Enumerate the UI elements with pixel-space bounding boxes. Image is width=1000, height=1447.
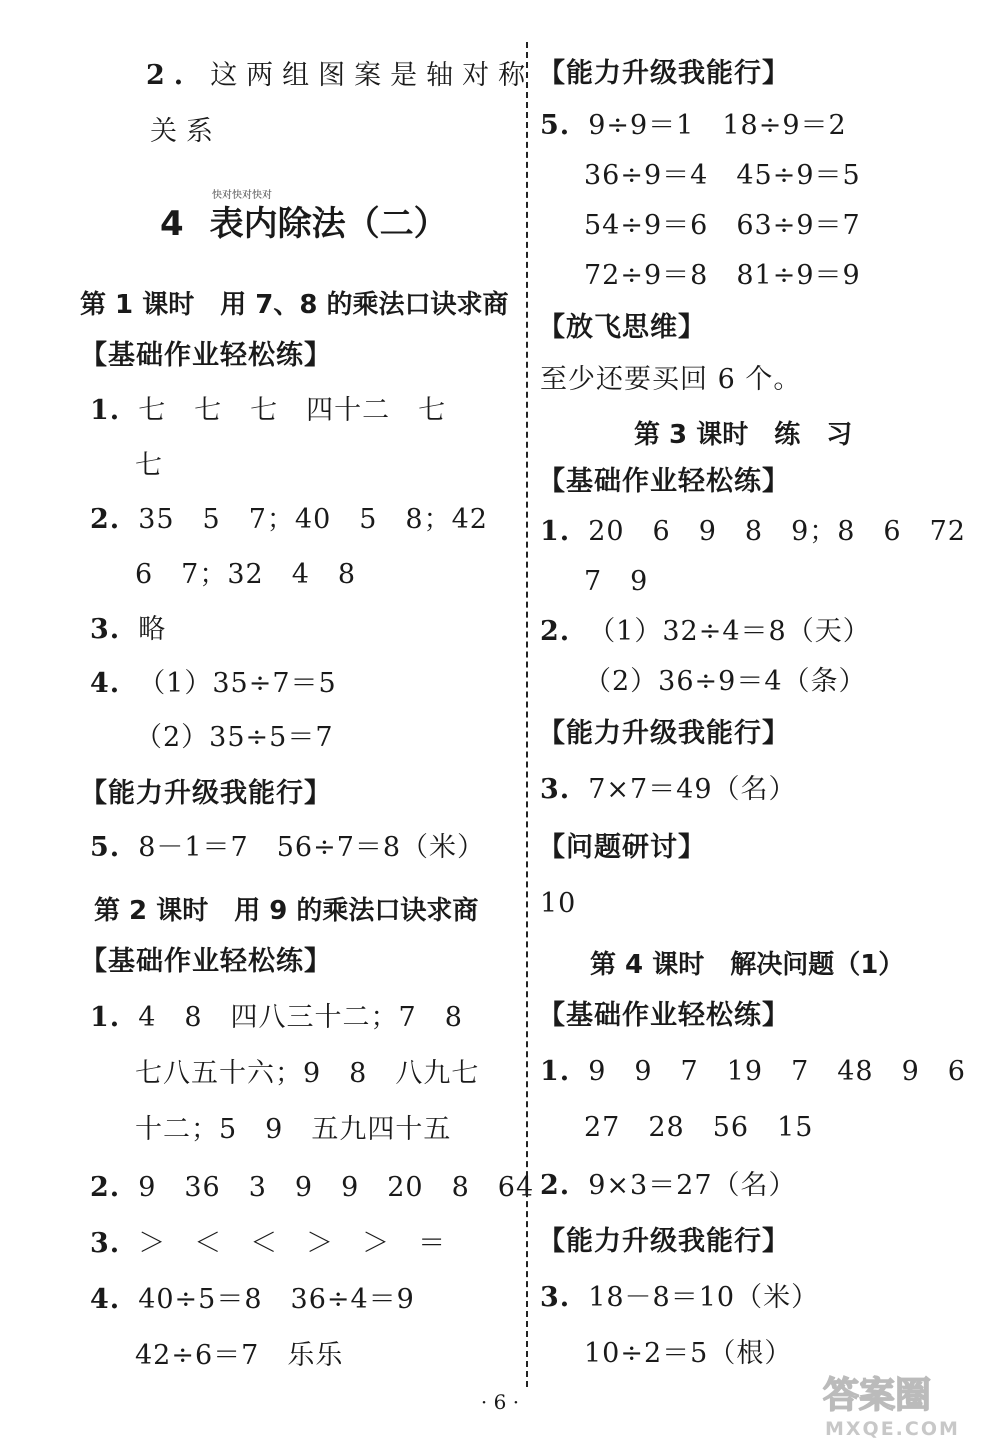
- item-number: 1.: [540, 1056, 571, 1087]
- handwritten-note: 快对快对快对: [212, 190, 272, 201]
- lesson2-q1-line2: 七八五十六；9 8 八九七: [135, 1058, 480, 1089]
- item-number: 5.: [90, 832, 121, 863]
- answer-item-2-line1: [146, 58, 534, 94]
- lesson4-q3-line1: [540, 1280, 819, 1316]
- answer-item-2-line2: 关系: [150, 116, 222, 147]
- watermark-site-text: MXQE.COM: [825, 1418, 960, 1440]
- item-number: 2.: [540, 616, 571, 647]
- item-number: 3.: [90, 614, 121, 645]
- item-text: （1）32÷4＝8（天）: [588, 616, 871, 647]
- section-ability-upgrade: 【能力升级我能行】: [538, 58, 790, 89]
- section-basic-practice: 【基础作业轻松练】: [538, 466, 790, 497]
- lesson2-q4-line1: [90, 1282, 415, 1318]
- lesson-3-title: 第 3 课时 练 习: [634, 420, 853, 450]
- item-text: （1）35÷7＝5: [138, 668, 337, 699]
- discussion-answer: 10: [540, 888, 577, 919]
- item-text: 35 5 7；40 5 8；42: [138, 504, 488, 535]
- lesson2-q5-line1: [540, 108, 847, 144]
- lesson2-q3: [90, 1226, 446, 1262]
- lesson3-q3: [540, 772, 797, 808]
- watermark-logo-text: 答案圈: [823, 1375, 932, 1416]
- item-number: 1.: [90, 395, 121, 426]
- lesson1-q2-line1: [90, 502, 488, 538]
- lesson3-q2-line1: [540, 614, 871, 650]
- lesson2-q5-line3: 54÷9＝6 63÷9＝7: [584, 210, 861, 241]
- lesson-1-title: 第 1 课时 用 7、8 的乘法口诀求商: [80, 290, 509, 320]
- section-creative-thinking: 【放飞思维】: [538, 312, 706, 343]
- item-text: 9 9 7 19 7 48 9 6: [588, 1056, 966, 1087]
- lesson2-q5-line2: 36÷9＝4 45÷9＝5: [584, 160, 861, 191]
- item-text: 4 8 四八三十二；7 8: [138, 1002, 463, 1033]
- item-number: 4.: [90, 1284, 121, 1315]
- item-number: 1.: [540, 516, 571, 547]
- item-number: 2.: [90, 504, 121, 535]
- lesson2-q5-line4: 72÷9＝8 81÷9＝9: [584, 260, 861, 291]
- item-number: 2.: [146, 60, 193, 91]
- lesson1-q1-line1: [90, 393, 446, 429]
- item-text: 7×7＝49（名）: [588, 774, 797, 805]
- lesson1-q4-line2: （2）35÷5＝7: [135, 722, 334, 753]
- item-text: 9×3＝27（名）: [588, 1170, 797, 1201]
- item-text: 9÷9＝1 18÷9＝2: [588, 110, 847, 141]
- item-number: 1.: [90, 1002, 121, 1033]
- lesson-2-title: 第 2 课时 用 9 的乘法口诀求商: [94, 896, 479, 926]
- item-number: 3.: [90, 1228, 121, 1259]
- lesson1-q5: [90, 830, 485, 866]
- lesson1-q3: [90, 612, 166, 648]
- item-number: 3.: [540, 1282, 571, 1313]
- lesson4-q3-line2: 10÷2＝5（根）: [584, 1338, 793, 1369]
- page-number: · 6 ·: [480, 1390, 520, 1414]
- item-text: 8－1＝7 56÷7＝8（米）: [138, 832, 486, 863]
- lesson2-q1-line3: 十二；5 9 五九四十五: [135, 1114, 452, 1145]
- watermark-logo: [803, 1363, 988, 1443]
- lesson2-q1-line1: [90, 1000, 463, 1036]
- thinking-answer: 至少还要买回 6 个。: [540, 364, 802, 395]
- section-ability-upgrade: 【能力升级我能行】: [538, 718, 790, 749]
- item-number: 4.: [90, 668, 121, 699]
- lesson2-q4-line2: 42÷6＝7 乐乐: [135, 1340, 344, 1371]
- lesson3-q1-line2: 7 9: [584, 566, 649, 597]
- item-number: 5.: [540, 110, 571, 141]
- item-text: 18－8＝10（米）: [588, 1282, 820, 1313]
- item-number: 2.: [90, 1172, 121, 1203]
- item-text: 这两组图案是轴对称: [210, 60, 535, 91]
- item-number: 2.: [540, 1170, 571, 1201]
- section-basic-practice: 【基础作业轻松练】: [80, 946, 332, 977]
- item-text: 40÷5＝8 36÷4＝9: [138, 1284, 415, 1315]
- lesson-4-title: 第 4 课时 解决问题（1）: [590, 950, 905, 980]
- chapter-heading: [160, 196, 448, 245]
- item-text: ＞ ＜ ＜ ＞ ＞ ＝: [138, 1228, 447, 1259]
- lesson2-q2: [90, 1170, 534, 1206]
- lesson1-q2-line2: 6 7；32 4 8: [135, 559, 357, 590]
- lesson4-q1-line1: [540, 1054, 966, 1090]
- item-text: 20 6 9 8 9；8 6 72: [588, 516, 966, 547]
- chapter-number: 4: [160, 204, 184, 244]
- chapter-title: 表内除法（二）: [209, 204, 448, 244]
- section-ability-upgrade: 【能力升级我能行】: [80, 778, 332, 809]
- section-problem-discussion: 【问题研讨】: [538, 832, 706, 863]
- section-basic-practice: 【基础作业轻松练】: [80, 340, 332, 371]
- item-text: 9 36 3 9 9 20 8 64: [138, 1172, 535, 1203]
- section-basic-practice: 【基础作业轻松练】: [538, 1000, 790, 1031]
- lesson4-q1-line2: 27 28 56 15: [584, 1112, 814, 1143]
- section-ability-upgrade: 【能力升级我能行】: [538, 1226, 790, 1257]
- item-number: 3.: [540, 774, 571, 805]
- lesson3-q2-line2: （2）36÷9＝4（条）: [584, 666, 867, 697]
- lesson1-q4-line1: [90, 666, 337, 702]
- item-text: 略: [138, 614, 167, 645]
- lesson4-q2: [540, 1168, 797, 1204]
- lesson3-q1-line1: [540, 514, 966, 550]
- item-text: 七 七 七 四十二 七: [138, 395, 447, 426]
- lesson1-q1-line2: 七: [135, 450, 163, 481]
